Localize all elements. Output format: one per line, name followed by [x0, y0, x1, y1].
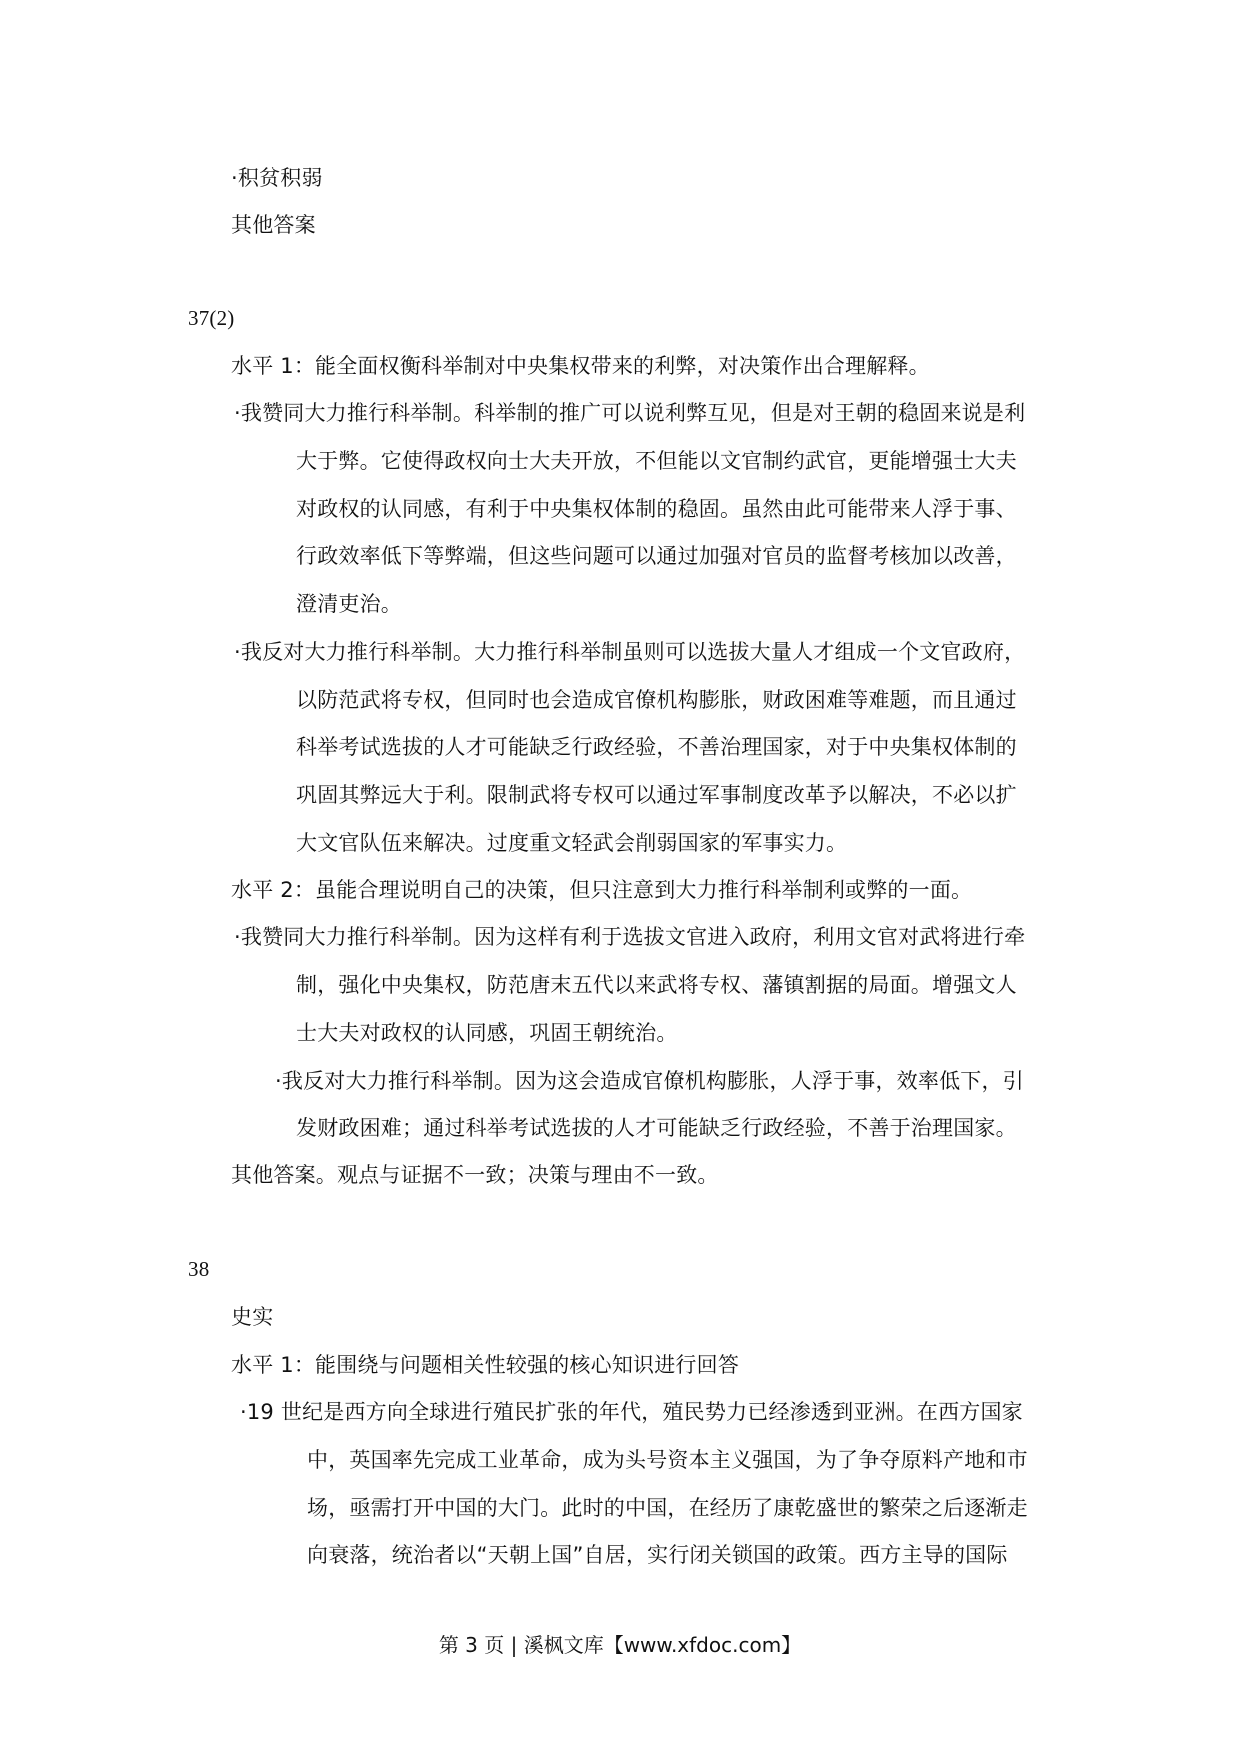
- page-footer: 第 3 页 | 溪枫文库【www.xfdoc.com】: [438, 1633, 802, 1657]
- section-subtitle: 史实: [231, 1305, 274, 1329]
- answer-line: ·我赞同大力推行科举制。科举制的推广可以说利弊互见，但是对王朝的稳固来说是利: [234, 401, 1026, 425]
- answer-line: ·我反对大力推行科举制。大力推行科举制虽则可以选拔大量人才组成一个文官政府，: [234, 640, 1026, 664]
- answer-line: 大文官队伍来解决。过度重文轻武会削弱国家的军事实力。: [296, 831, 848, 855]
- level-heading: 水平 1：能围绕与问题相关性较强的核心知识进行回答: [231, 1353, 740, 1377]
- other-answers-text: 其他答案。观点与证据不一致；决策与理由不一致。: [231, 1163, 719, 1187]
- answer-line: ·19 世纪是西方向全球进行殖民扩张的年代，殖民势力已经渗透到亚洲。在西方国家: [240, 1400, 1023, 1424]
- answer-line: ·我反对大力推行科举制。因为这会造成官僚机构膨胀，人浮于事，效率低下，引: [275, 1069, 1024, 1093]
- other-answers-label: 其他答案: [231, 213, 316, 237]
- answer-line: 士大夫对政权的认同感，巩固王朝统治。: [296, 1021, 678, 1045]
- answer-line: 中，英国率先完成工业革命，成为头号资本主义强国，为了争夺原料产地和市: [307, 1448, 1028, 1472]
- answer-line: 巩固其弊远大于利。限制武将专权可以通过军事制度改革予以解决，不必以扩: [296, 783, 1017, 807]
- answer-line: 行政效率低下等弊端，但这些问题可以通过加强对官员的监督考核加以改善，: [296, 544, 1017, 568]
- answer-line: 发财政困难；通过科举考试选拔的人才可能缺乏行政经验，不善于治理国家。: [296, 1116, 1017, 1140]
- level-heading: 水平 1：能全面权衡科举制对中央集权带来的利弊，对决策作出合理解释。: [231, 354, 930, 378]
- answer-line: 以防范武将专权，但同时也会造成官僚机构膨胀，财政困难等难题，而且通过: [296, 688, 1017, 712]
- answer-line: ·我赞同大力推行科举制。因为这样有利于选拔文官进入政府，利用文官对武将进行牵: [234, 925, 1026, 949]
- bullet-text: ·积贫积弱: [231, 166, 323, 190]
- answer-line: 制，强化中央集权，防范唐末五代以来武将专权、藩镇割据的局面。增强文人: [296, 973, 1017, 997]
- answer-line: 大于弊。它使得政权向士大夫开放，不但能以文官制约武官，更能增强士大夫: [296, 449, 1017, 473]
- answer-line: 场，亟需打开中国的大门。此时的中国，在经历了康乾盛世的繁荣之后逐渐走: [307, 1496, 1028, 1520]
- answer-line: 科举考试选拔的人才可能缺乏行政经验，不善治理国家，对于中央集权体制的: [296, 735, 1017, 759]
- answer-line: 澄清吏治。: [296, 592, 402, 616]
- answer-line: 向衰落，统治者以“天朝上国”自居，实行闭关锁国的政策。西方主导的国际: [307, 1543, 1008, 1567]
- question-number: 37(2): [188, 306, 235, 330]
- answer-line: 对政权的认同感，有利于中央集权体制的稳固。虽然由此可能带来人浮于事、: [296, 497, 1017, 521]
- question-number: 38: [188, 1257, 210, 1281]
- level-heading: 水平 2：虽能合理说明自己的决策，但只注意到大力推行科举制利或弊的一面。: [231, 878, 973, 902]
